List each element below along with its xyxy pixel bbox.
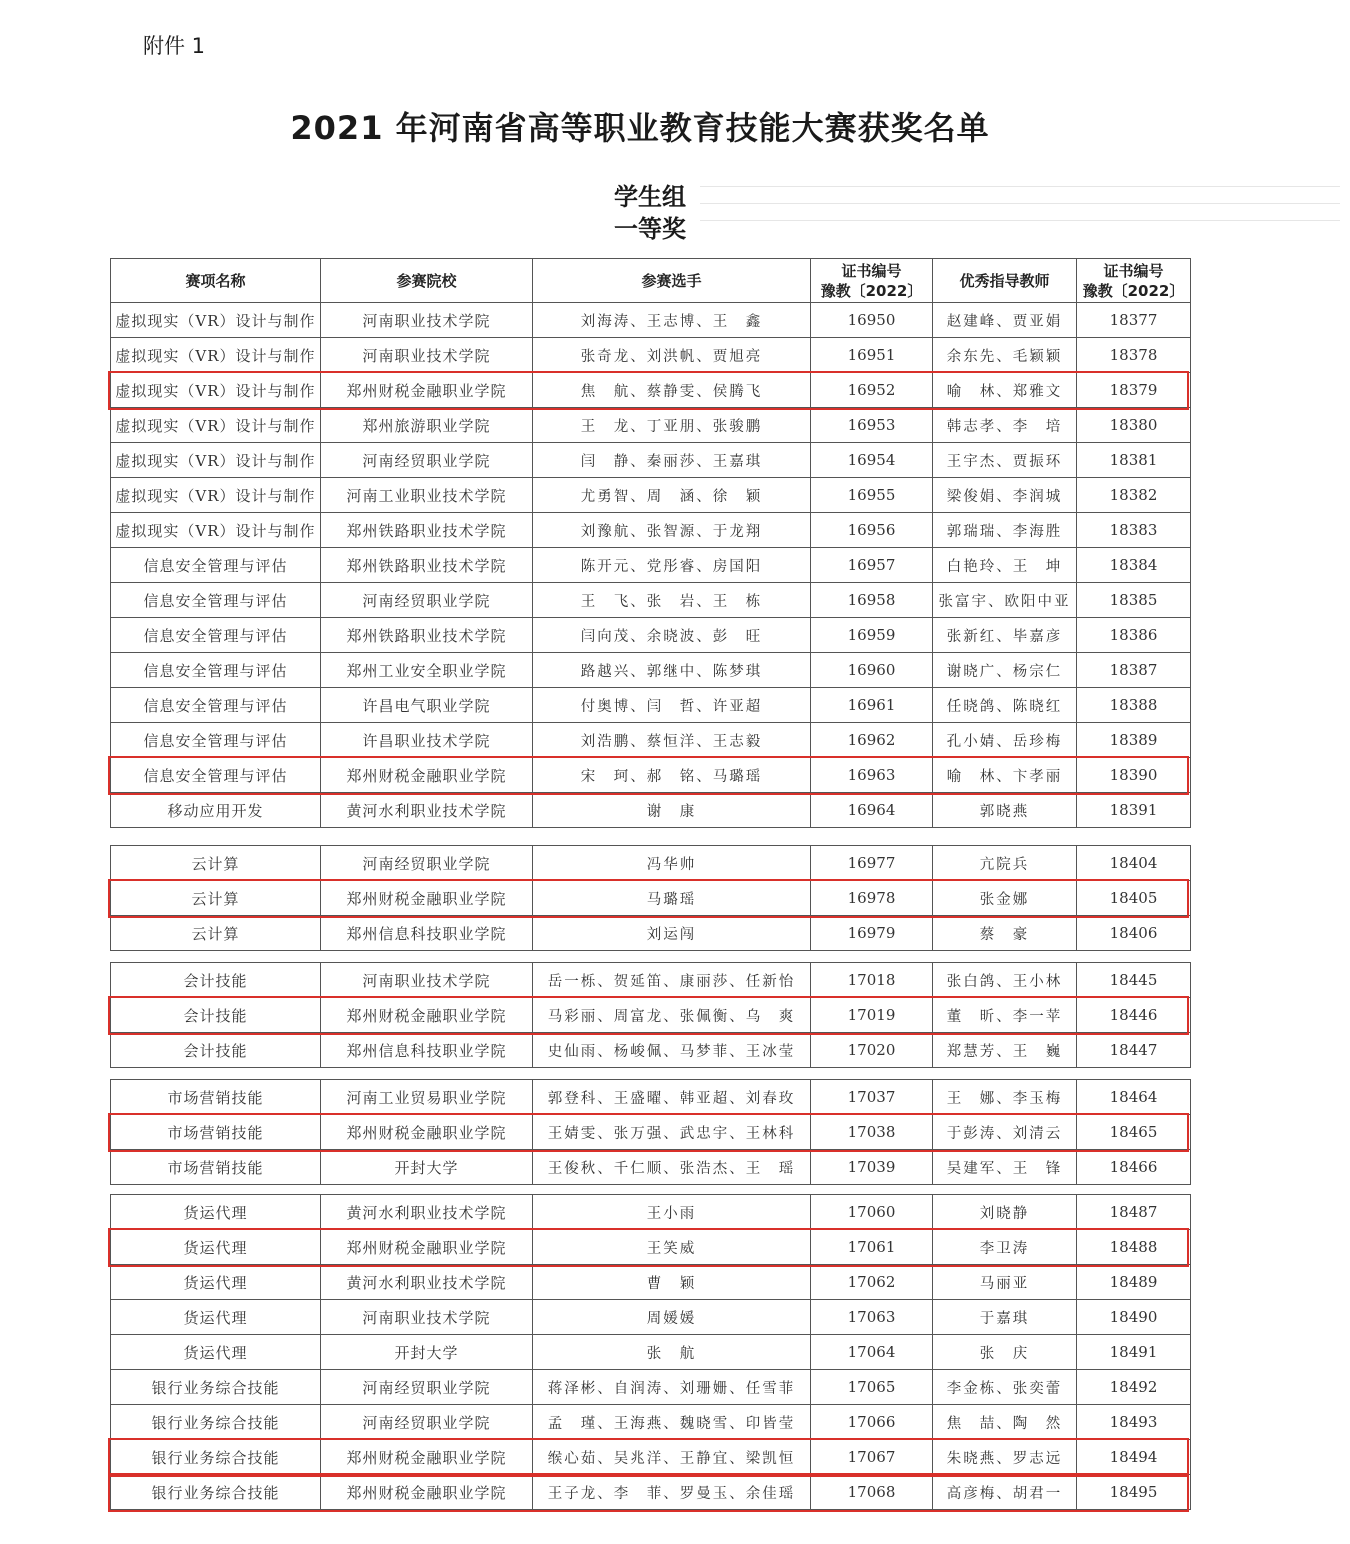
players-cell: 尤勇智、周 涵、徐 颖 bbox=[533, 478, 811, 513]
event-cell: 银行业务综合技能 bbox=[111, 1370, 321, 1405]
certificate-number-cell: 17062 bbox=[811, 1265, 933, 1300]
teachers-cell: 王宇杰、贾振环 bbox=[933, 443, 1077, 478]
fold-line bbox=[700, 220, 1340, 221]
school-cell: 郑州财税金融职业学院 bbox=[321, 1115, 533, 1150]
teachers-cell: 马丽亚 bbox=[933, 1265, 1077, 1300]
teacher-certificate-number-cell: 18382 bbox=[1077, 478, 1191, 513]
header-certificate-2 bbox=[1077, 259, 1191, 303]
school-cell: 河南工业职业技术学院 bbox=[321, 478, 533, 513]
players-cell: 史仙雨、杨峻佩、马梦菲、王冰莹 bbox=[533, 1033, 811, 1068]
teacher-certificate-number-cell: 18446 bbox=[1077, 998, 1191, 1033]
event-cell: 信息安全管理与评估 bbox=[111, 548, 321, 583]
table-row bbox=[111, 478, 1191, 513]
players-cell: 曹 颖 bbox=[533, 1265, 811, 1300]
players-cell: 冯华帅 bbox=[533, 846, 811, 881]
awards-table-segment bbox=[110, 845, 1191, 951]
school-cell: 开封大学 bbox=[321, 1335, 533, 1370]
school-cell: 黄河水利职业技术学院 bbox=[321, 793, 533, 828]
event-cell: 会计技能 bbox=[111, 963, 321, 998]
teachers-cell: 于嘉琪 bbox=[933, 1300, 1077, 1335]
school-cell: 河南职业技术学院 bbox=[321, 1300, 533, 1335]
table-row bbox=[111, 618, 1191, 653]
teacher-certificate-number-cell: 18378 bbox=[1077, 338, 1191, 373]
table-row bbox=[111, 1300, 1191, 1335]
table-row bbox=[111, 1195, 1191, 1230]
table-row bbox=[111, 793, 1191, 828]
players-cell: 张 航 bbox=[533, 1335, 811, 1370]
certificate-number-cell: 17063 bbox=[811, 1300, 933, 1335]
players-cell: 刘浩鹏、蔡恒洋、王志毅 bbox=[533, 723, 811, 758]
teachers-cell: 李卫涛 bbox=[933, 1230, 1077, 1265]
players-cell: 马彩丽、周富龙、张佩衡、乌 爽 bbox=[533, 998, 811, 1033]
school-cell: 许昌电气职业学院 bbox=[321, 688, 533, 723]
table-row bbox=[111, 583, 1191, 618]
certificate-number-cell: 17060 bbox=[811, 1195, 933, 1230]
table-row bbox=[111, 1265, 1191, 1300]
table-row-highlighted bbox=[111, 1230, 1191, 1265]
school-cell: 郑州旅游职业学院 bbox=[321, 408, 533, 443]
teachers-cell: 董 昕、李一苹 bbox=[933, 998, 1077, 1033]
school-cell: 黄河水利职业技术学院 bbox=[321, 1265, 533, 1300]
event-cell: 市场营销技能 bbox=[111, 1150, 321, 1185]
certificate-number-cell: 16979 bbox=[811, 916, 933, 951]
school-cell: 河南经贸职业学院 bbox=[321, 443, 533, 478]
teachers-cell: 郭瑞瑞、李海胜 bbox=[933, 513, 1077, 548]
teacher-certificate-number-cell: 18384 bbox=[1077, 548, 1191, 583]
teacher-certificate-number-cell: 18388 bbox=[1077, 688, 1191, 723]
event-cell: 信息安全管理与评估 bbox=[111, 618, 321, 653]
certificate-number-cell: 16953 bbox=[811, 408, 933, 443]
school-cell: 许昌职业技术学院 bbox=[321, 723, 533, 758]
teachers-cell: 谢晓广、杨宗仁 bbox=[933, 653, 1077, 688]
teacher-certificate-number-cell: 18386 bbox=[1077, 618, 1191, 653]
header-certificate bbox=[811, 259, 933, 303]
teachers-cell: 于彭涛、刘清云 bbox=[933, 1115, 1077, 1150]
table-row bbox=[111, 846, 1191, 881]
event-cell: 货运代理 bbox=[111, 1300, 321, 1335]
table-row bbox=[111, 443, 1191, 478]
table-row bbox=[111, 963, 1191, 998]
teachers-cell: 喻 林、郑雅文 bbox=[933, 373, 1077, 408]
certificate-number-cell: 17018 bbox=[811, 963, 933, 998]
header-teachers: 优秀指导教师 bbox=[933, 259, 1077, 303]
teacher-certificate-number-cell: 18466 bbox=[1077, 1150, 1191, 1185]
event-cell: 虚拟现实（VR）设计与制作 bbox=[111, 303, 321, 338]
event-cell: 货运代理 bbox=[111, 1230, 321, 1265]
teachers-cell: 余东先、毛颖颖 bbox=[933, 338, 1077, 373]
teacher-certificate-number-cell: 18464 bbox=[1077, 1080, 1191, 1115]
certificate-number-cell: 16978 bbox=[811, 881, 933, 916]
school-cell: 河南职业技术学院 bbox=[321, 963, 533, 998]
certificate-number-cell: 16961 bbox=[811, 688, 933, 723]
table-row bbox=[111, 338, 1191, 373]
teacher-certificate-number-cell: 18490 bbox=[1077, 1300, 1191, 1335]
event-cell: 虚拟现实（VR）设计与制作 bbox=[111, 443, 321, 478]
teacher-certificate-number-cell: 18381 bbox=[1077, 443, 1191, 478]
table-row bbox=[111, 1150, 1191, 1185]
event-cell: 云计算 bbox=[111, 881, 321, 916]
school-cell: 郑州铁路职业技术学院 bbox=[321, 618, 533, 653]
table-row-highlighted bbox=[111, 758, 1191, 793]
header-cert2-code: 豫教〔2022〕 bbox=[1082, 281, 1185, 300]
players-cell: 王子龙、李 菲、罗曼玉、余佳瑶 bbox=[533, 1475, 811, 1510]
fold-line bbox=[700, 186, 1340, 187]
certificate-number-cell: 17038 bbox=[811, 1115, 933, 1150]
event-cell: 货运代理 bbox=[111, 1265, 321, 1300]
school-cell: 郑州财税金融职业学院 bbox=[321, 758, 533, 793]
players-cell: 周媛媛 bbox=[533, 1300, 811, 1335]
teachers-cell: 张白鸽、王小林 bbox=[933, 963, 1077, 998]
certificate-number-cell: 17019 bbox=[811, 998, 933, 1033]
school-cell: 河南经贸职业学院 bbox=[321, 846, 533, 881]
teacher-certificate-number-cell: 18383 bbox=[1077, 513, 1191, 548]
teacher-certificate-number-cell: 18488 bbox=[1077, 1230, 1191, 1265]
certificate-number-cell: 16960 bbox=[811, 653, 933, 688]
group-heading: 学生组 bbox=[614, 183, 686, 211]
players-cell: 王婧雯、张万强、武忠宇、王林科 bbox=[533, 1115, 811, 1150]
teacher-certificate-number-cell: 18385 bbox=[1077, 583, 1191, 618]
teacher-certificate-number-cell: 18390 bbox=[1077, 758, 1191, 793]
awards-table-segment bbox=[110, 1079, 1191, 1185]
event-cell: 云计算 bbox=[111, 916, 321, 951]
school-cell: 黄河水利职业技术学院 bbox=[321, 1195, 533, 1230]
teachers-cell: 高彦梅、胡君一 bbox=[933, 1475, 1077, 1510]
teacher-certificate-number-cell: 18494 bbox=[1077, 1440, 1191, 1475]
table-row bbox=[111, 303, 1191, 338]
table-row bbox=[111, 513, 1191, 548]
players-cell: 陈开元、党彤睿、房国阳 bbox=[533, 548, 811, 583]
school-cell: 郑州财税金融职业学院 bbox=[321, 881, 533, 916]
school-cell: 郑州财税金融职业学院 bbox=[321, 1475, 533, 1510]
header-event: 赛项名称 bbox=[111, 259, 321, 303]
awards-table-segment bbox=[110, 962, 1191, 1068]
teacher-certificate-number-cell: 18465 bbox=[1077, 1115, 1191, 1150]
header-cert2-label: 证书编号 bbox=[1103, 261, 1164, 280]
teachers-cell: 孔小婧、岳珍梅 bbox=[933, 723, 1077, 758]
table-header-row bbox=[111, 259, 1191, 303]
table-row-highlighted bbox=[111, 1115, 1191, 1150]
players-cell: 张奇龙、刘洪帆、贾旭亮 bbox=[533, 338, 811, 373]
event-cell: 虚拟现实（VR）设计与制作 bbox=[111, 338, 321, 373]
teacher-certificate-number-cell: 18380 bbox=[1077, 408, 1191, 443]
table-row bbox=[111, 1033, 1191, 1068]
certificate-number-cell: 17061 bbox=[811, 1230, 933, 1265]
table-row bbox=[111, 548, 1191, 583]
players-cell: 刘运闯 bbox=[533, 916, 811, 951]
players-cell: 郭登科、王盛曜、韩亚超、刘春玫 bbox=[533, 1080, 811, 1115]
table-row bbox=[111, 653, 1191, 688]
players-cell: 闫向茂、余晓波、彭 旺 bbox=[533, 618, 811, 653]
teacher-certificate-number-cell: 18491 bbox=[1077, 1335, 1191, 1370]
school-cell: 郑州信息科技职业学院 bbox=[321, 1033, 533, 1068]
teachers-cell: 焦 喆、陶 然 bbox=[933, 1405, 1077, 1440]
school-cell: 郑州财税金融职业学院 bbox=[321, 1230, 533, 1265]
teachers-cell: 刘晓静 bbox=[933, 1195, 1077, 1230]
teacher-certificate-number-cell: 18404 bbox=[1077, 846, 1191, 881]
players-cell: 马璐瑶 bbox=[533, 881, 811, 916]
school-cell: 河南经贸职业学院 bbox=[321, 1405, 533, 1440]
certificate-number-cell: 17064 bbox=[811, 1335, 933, 1370]
players-cell: 谢 康 bbox=[533, 793, 811, 828]
certificate-number-cell: 16959 bbox=[811, 618, 933, 653]
event-cell: 会计技能 bbox=[111, 1033, 321, 1068]
table-row-highlighted bbox=[111, 998, 1191, 1033]
table-row bbox=[111, 723, 1191, 758]
teachers-cell: 李金栋、张奕蕾 bbox=[933, 1370, 1077, 1405]
event-cell: 货运代理 bbox=[111, 1335, 321, 1370]
certificate-number-cell: 17066 bbox=[811, 1405, 933, 1440]
table-row bbox=[111, 408, 1191, 443]
teachers-cell: 张金娜 bbox=[933, 881, 1077, 916]
event-cell: 银行业务综合技能 bbox=[111, 1440, 321, 1475]
school-cell: 河南经贸职业学院 bbox=[321, 583, 533, 618]
table-row-highlighted bbox=[111, 373, 1191, 408]
teachers-cell: 朱晓燕、罗志远 bbox=[933, 1440, 1077, 1475]
players-cell: 王小雨 bbox=[533, 1195, 811, 1230]
players-cell: 岳一栎、贺延笛、康丽莎、任新怡 bbox=[533, 963, 811, 998]
teacher-certificate-number-cell: 18387 bbox=[1077, 653, 1191, 688]
event-cell: 信息安全管理与评估 bbox=[111, 688, 321, 723]
players-cell: 路越兴、郭继中、陈梦琪 bbox=[533, 653, 811, 688]
event-cell: 虚拟现实（VR）设计与制作 bbox=[111, 373, 321, 408]
players-cell: 王俊秋、千仁顺、张浩杰、王 瑶 bbox=[533, 1150, 811, 1185]
certificate-number-cell: 16950 bbox=[811, 303, 933, 338]
teachers-cell: 喻 林、卞孝丽 bbox=[933, 758, 1077, 793]
event-cell: 移动应用开发 bbox=[111, 793, 321, 828]
school-cell: 郑州铁路职业技术学院 bbox=[321, 548, 533, 583]
event-cell: 虚拟现实（VR）设计与制作 bbox=[111, 513, 321, 548]
school-cell: 河南职业技术学院 bbox=[321, 303, 533, 338]
event-cell: 会计技能 bbox=[111, 998, 321, 1033]
teachers-cell: 吴建军、王 锋 bbox=[933, 1150, 1077, 1185]
awards-table-segment bbox=[110, 258, 1191, 828]
event-cell: 信息安全管理与评估 bbox=[111, 758, 321, 793]
event-cell: 信息安全管理与评估 bbox=[111, 653, 321, 688]
players-cell: 付奥博、闫 哲、许亚超 bbox=[533, 688, 811, 723]
table-row-highlighted bbox=[111, 1475, 1191, 1510]
school-cell: 开封大学 bbox=[321, 1150, 533, 1185]
certificate-number-cell: 16957 bbox=[811, 548, 933, 583]
certificate-number-cell: 16954 bbox=[811, 443, 933, 478]
table-row bbox=[111, 916, 1191, 951]
teachers-cell: 郑慧芳、王 巍 bbox=[933, 1033, 1077, 1068]
school-cell: 郑州铁路职业技术学院 bbox=[321, 513, 533, 548]
teacher-certificate-number-cell: 18391 bbox=[1077, 793, 1191, 828]
players-cell: 王 龙、丁亚朋、张骏鹏 bbox=[533, 408, 811, 443]
school-cell: 河南职业技术学院 bbox=[321, 338, 533, 373]
table-row bbox=[111, 1080, 1191, 1115]
players-cell: 刘海涛、王志博、王 鑫 bbox=[533, 303, 811, 338]
document-title: 2021 年河南省高等职业教育技能大赛获奖名单 bbox=[290, 109, 990, 147]
school-cell: 郑州财税金融职业学院 bbox=[321, 373, 533, 408]
players-cell: 蒋泽彬、自润涛、刘珊姗、任雪菲 bbox=[533, 1370, 811, 1405]
players-cell: 焦 航、蔡静雯、侯腾飞 bbox=[533, 373, 811, 408]
table-row bbox=[111, 1335, 1191, 1370]
certificate-number-cell: 16952 bbox=[811, 373, 933, 408]
certificate-number-cell: 16964 bbox=[811, 793, 933, 828]
table-row bbox=[111, 1405, 1191, 1440]
teacher-certificate-number-cell: 18379 bbox=[1077, 373, 1191, 408]
teachers-cell: 任晓鸽、陈晓红 bbox=[933, 688, 1077, 723]
teacher-certificate-number-cell: 18405 bbox=[1077, 881, 1191, 916]
school-cell: 郑州财税金融职业学院 bbox=[321, 1440, 533, 1475]
table-row bbox=[111, 688, 1191, 723]
header-cert-label: 证书编号 bbox=[841, 261, 902, 280]
teacher-certificate-number-cell: 18445 bbox=[1077, 963, 1191, 998]
event-cell: 云计算 bbox=[111, 846, 321, 881]
teachers-cell: 张 庆 bbox=[933, 1335, 1077, 1370]
event-cell: 信息安全管理与评估 bbox=[111, 583, 321, 618]
header-school: 参赛院校 bbox=[321, 259, 533, 303]
event-cell: 市场营销技能 bbox=[111, 1115, 321, 1150]
event-cell: 虚拟现实（VR）设计与制作 bbox=[111, 408, 321, 443]
teachers-cell: 白艳玲、王 坤 bbox=[933, 548, 1077, 583]
players-cell: 缑心茹、吴兆洋、王静宜、梁凯恒 bbox=[533, 1440, 811, 1475]
award-heading: 一等奖 bbox=[614, 215, 686, 243]
certificate-number-cell: 16951 bbox=[811, 338, 933, 373]
teacher-certificate-number-cell: 18447 bbox=[1077, 1033, 1191, 1068]
players-cell: 宋 珂、郝 铭、马璐瑶 bbox=[533, 758, 811, 793]
table-row-highlighted bbox=[111, 881, 1191, 916]
certificate-number-cell: 17067 bbox=[811, 1440, 933, 1475]
teachers-cell: 韩志孝、李 培 bbox=[933, 408, 1077, 443]
teachers-cell: 王 娜、李玉梅 bbox=[933, 1080, 1077, 1115]
certificate-number-cell: 17039 bbox=[811, 1150, 933, 1185]
header-cert-code: 豫教〔2022〕 bbox=[820, 281, 923, 300]
fold-line bbox=[700, 203, 1340, 204]
attachment-label: 附件 1 bbox=[143, 34, 206, 58]
players-cell: 王 飞、张 岩、王 栋 bbox=[533, 583, 811, 618]
table-row-highlighted bbox=[111, 1440, 1191, 1475]
teachers-cell: 张新红、毕嘉彦 bbox=[933, 618, 1077, 653]
teacher-certificate-number-cell: 18492 bbox=[1077, 1370, 1191, 1405]
teachers-cell: 梁俊娟、李润城 bbox=[933, 478, 1077, 513]
certificate-number-cell: 16962 bbox=[811, 723, 933, 758]
teacher-certificate-number-cell: 18495 bbox=[1077, 1475, 1191, 1510]
teachers-cell: 亢院兵 bbox=[933, 846, 1077, 881]
teacher-certificate-number-cell: 18406 bbox=[1077, 916, 1191, 951]
certificate-number-cell: 16956 bbox=[811, 513, 933, 548]
event-cell: 货运代理 bbox=[111, 1195, 321, 1230]
players-cell: 闫 静、秦丽莎、王嘉琪 bbox=[533, 443, 811, 478]
teacher-certificate-number-cell: 18389 bbox=[1077, 723, 1191, 758]
school-cell: 郑州财税金融职业学院 bbox=[321, 998, 533, 1033]
teachers-cell: 蔡 豪 bbox=[933, 916, 1077, 951]
header-players: 参赛选手 bbox=[533, 259, 811, 303]
players-cell: 刘豫航、张智源、于龙翔 bbox=[533, 513, 811, 548]
teacher-certificate-number-cell: 18493 bbox=[1077, 1405, 1191, 1440]
event-cell: 信息安全管理与评估 bbox=[111, 723, 321, 758]
certificate-number-cell: 16955 bbox=[811, 478, 933, 513]
teachers-cell: 张富宇、欧阳中亚 bbox=[933, 583, 1077, 618]
certificate-number-cell: 17037 bbox=[811, 1080, 933, 1115]
certificate-number-cell: 17065 bbox=[811, 1370, 933, 1405]
event-cell: 虚拟现实（VR）设计与制作 bbox=[111, 478, 321, 513]
event-cell: 银行业务综合技能 bbox=[111, 1475, 321, 1510]
certificate-number-cell: 16958 bbox=[811, 583, 933, 618]
certificate-number-cell: 17020 bbox=[811, 1033, 933, 1068]
school-cell: 河南工业贸易职业学院 bbox=[321, 1080, 533, 1115]
school-cell: 郑州信息科技职业学院 bbox=[321, 916, 533, 951]
table-row bbox=[111, 1370, 1191, 1405]
school-cell: 郑州工业安全职业学院 bbox=[321, 653, 533, 688]
teacher-certificate-number-cell: 18487 bbox=[1077, 1195, 1191, 1230]
certificate-number-cell: 17068 bbox=[811, 1475, 933, 1510]
players-cell: 孟 瑾、王海燕、魏晓雪、印皆莹 bbox=[533, 1405, 811, 1440]
teacher-certificate-number-cell: 18377 bbox=[1077, 303, 1191, 338]
event-cell: 银行业务综合技能 bbox=[111, 1405, 321, 1440]
school-cell: 河南经贸职业学院 bbox=[321, 1370, 533, 1405]
event-cell: 市场营销技能 bbox=[111, 1080, 321, 1115]
awards-table-segment bbox=[110, 1194, 1191, 1510]
teachers-cell: 赵建峰、贾亚娟 bbox=[933, 303, 1077, 338]
players-cell: 王笑威 bbox=[533, 1230, 811, 1265]
certificate-number-cell: 16977 bbox=[811, 846, 933, 881]
teachers-cell: 郭晓燕 bbox=[933, 793, 1077, 828]
certificate-number-cell: 16963 bbox=[811, 758, 933, 793]
teacher-certificate-number-cell: 18489 bbox=[1077, 1265, 1191, 1300]
